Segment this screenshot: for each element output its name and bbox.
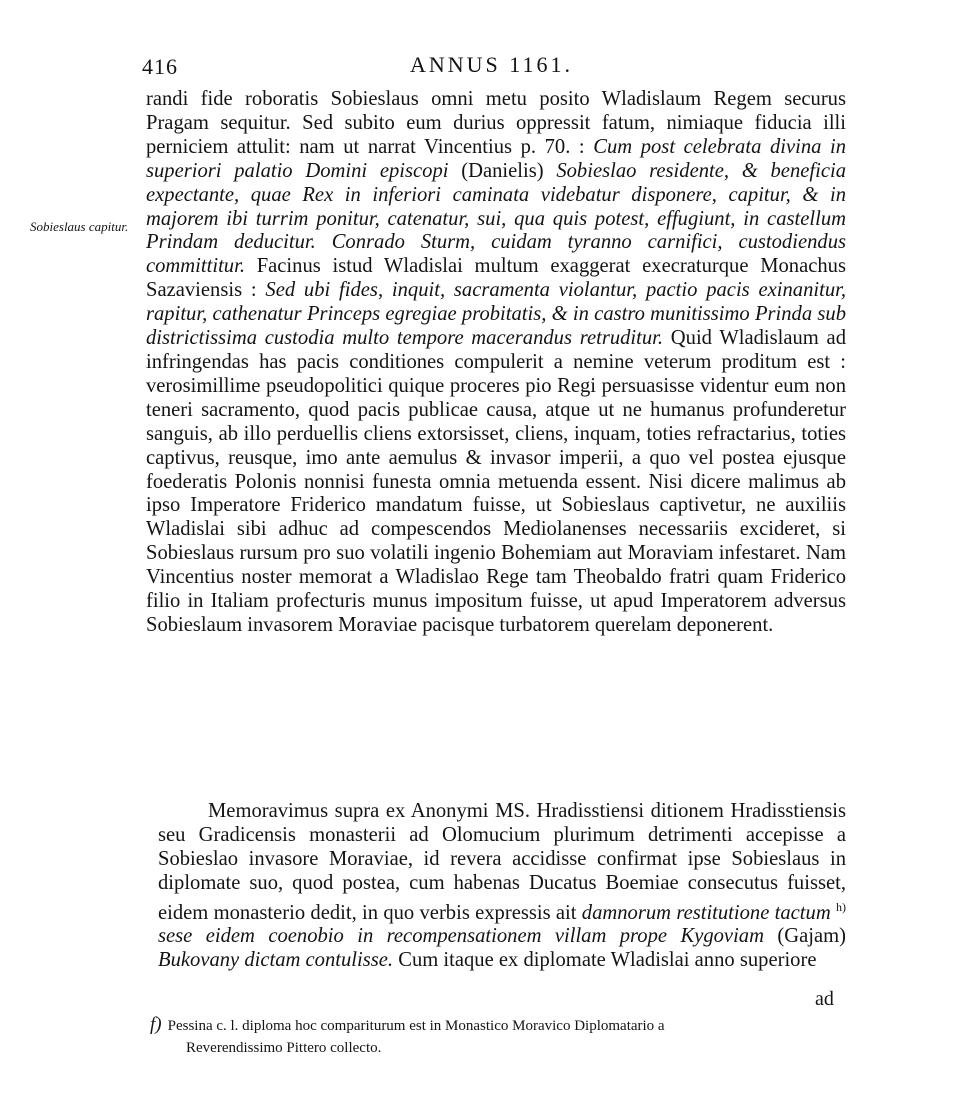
paragraph-1-text bbox=[146, 88, 846, 638]
p2-quote-3: Bukovany dictam contulisse. bbox=[158, 949, 394, 972]
page-number: 416 bbox=[142, 54, 178, 79]
footnote-line-2: Reverendissimo Pittero collecto. bbox=[186, 1040, 382, 1056]
p1-text-1: randi fide roboratis Sobieslaus omni metu posito Wladislaum Regem securus Pragam sequitur. Sed subito eum durius oppressit fatum, nimiaque fiducia illi perniciem attulit: nam ut narrat Vincentius p. 70. : bbox=[146, 88, 846, 158]
p2-quote-2: sese eidem coenobio in recompensationem villam prope Kygoviam bbox=[158, 925, 764, 948]
p2-text-1: Memoravimus supra ex Anonymi MS. Hradisstiensi ditionem Hradisstiensis seu Gradicensis monasterii ad Olomucium plurimum detrimenti accepisse a Sobieslao invasore Moraviae, id revera accidisse confirmat ipse Sobieslaus in diplomate suo, quod postea, cum habenas Ducatus Boemiae consecutus fuisset, eidem monasterio dedit, in quo verbis expressis ait bbox=[158, 800, 846, 924]
running-head: ANNUS 1161. bbox=[410, 52, 573, 77]
p2-text-2: (Gajam) bbox=[763, 925, 846, 948]
footnote-line-1: Pessina c. l. diploma hoc compariturum est in Monastico Moravico Diplomatario a bbox=[167, 1018, 665, 1034]
p1-quote-3: Sed ubi fides, inquit, sacramenta violantur, pactio pacis exinanitur, rapitur, cathenatur Princeps egregiae probitatis, & in castro munitissimo Prinda sub districtissima custodia multo tempore macerandus retruditur. bbox=[146, 279, 846, 350]
paragraph-2-text bbox=[158, 800, 846, 973]
p1-quote-1: Cum post celebrata divina in superiori palatio Domini episcopi bbox=[146, 135, 847, 182]
footnote bbox=[150, 1014, 850, 1059]
p2-text-3: Cum itaque ex diplomate Wladislai anno superiore bbox=[393, 949, 817, 972]
paragraph-1 bbox=[146, 88, 846, 638]
margin-note: Sobieslaus capitur. bbox=[30, 219, 129, 234]
footnote-ref: h) bbox=[836, 899, 846, 914]
p1-text-2: (Danielis) bbox=[448, 159, 557, 182]
footnote-mark: f) bbox=[150, 1014, 162, 1035]
paragraph-2 bbox=[158, 800, 846, 973]
p1-quote-2: Sobieslao residente, & beneficia expectante, quae Rex in inferiori caminata videbatur disponere, capitur, & in majorem ibi turrim ponitur, catenatur, sui, qua quis potest, effugiunt, in castellum Prindam deducitur. Conrado Sturm, cuidam tyranno carnifici, custodiendus committitur. bbox=[146, 159, 846, 278]
p2-quote-1: damnorum restitutione tactum bbox=[581, 901, 831, 924]
catchword: ad bbox=[815, 988, 834, 1010]
p1-text-4: Quid Wladislaum ad infringendas has pacis conditiones compulerit a nemine veterum proditum est : verosimillime pseudopolitici quique proceres pio Regi persuasisse videntur eum non teneri sacramento, quod pacis publicae causa, atque ut ne humanus profunderetur sanguis, ab illo perduellis cliens extorsisset, cliens, inquam, toties refractarius, toties captivus, reusque, imo ante aemulus & invasor imperii, a quo vel postea ejusque foederatis Polonis nonnisi funesta omnia metuenda essent. Nisi dicere malimus ab ipso Imperatore Friderico mandatum fuisse, ut Sobieslaus captivetur, ne auxiliis Wladislai sibi adhuc ad compescendos Mediolanenses necessariis excideret, si Sobieslaus rursum pro suo volatili ingenio Bohemiam aut Moraviam infestaret. Nam Vincentius noster memorat a Wladislao Rege tam Theobaldo fratri quam Friderico filio in Italiam profecturis munus impositum fuisse, ut apud Imperatorem adversus Sobieslaum invasorem Moraviae pacisque turbatorem querelam deponerent. bbox=[146, 327, 846, 636]
p1-text-3: Facinus istud Wladislai multum exaggerat execraturque Monachus Sazaviensis : bbox=[146, 255, 846, 302]
